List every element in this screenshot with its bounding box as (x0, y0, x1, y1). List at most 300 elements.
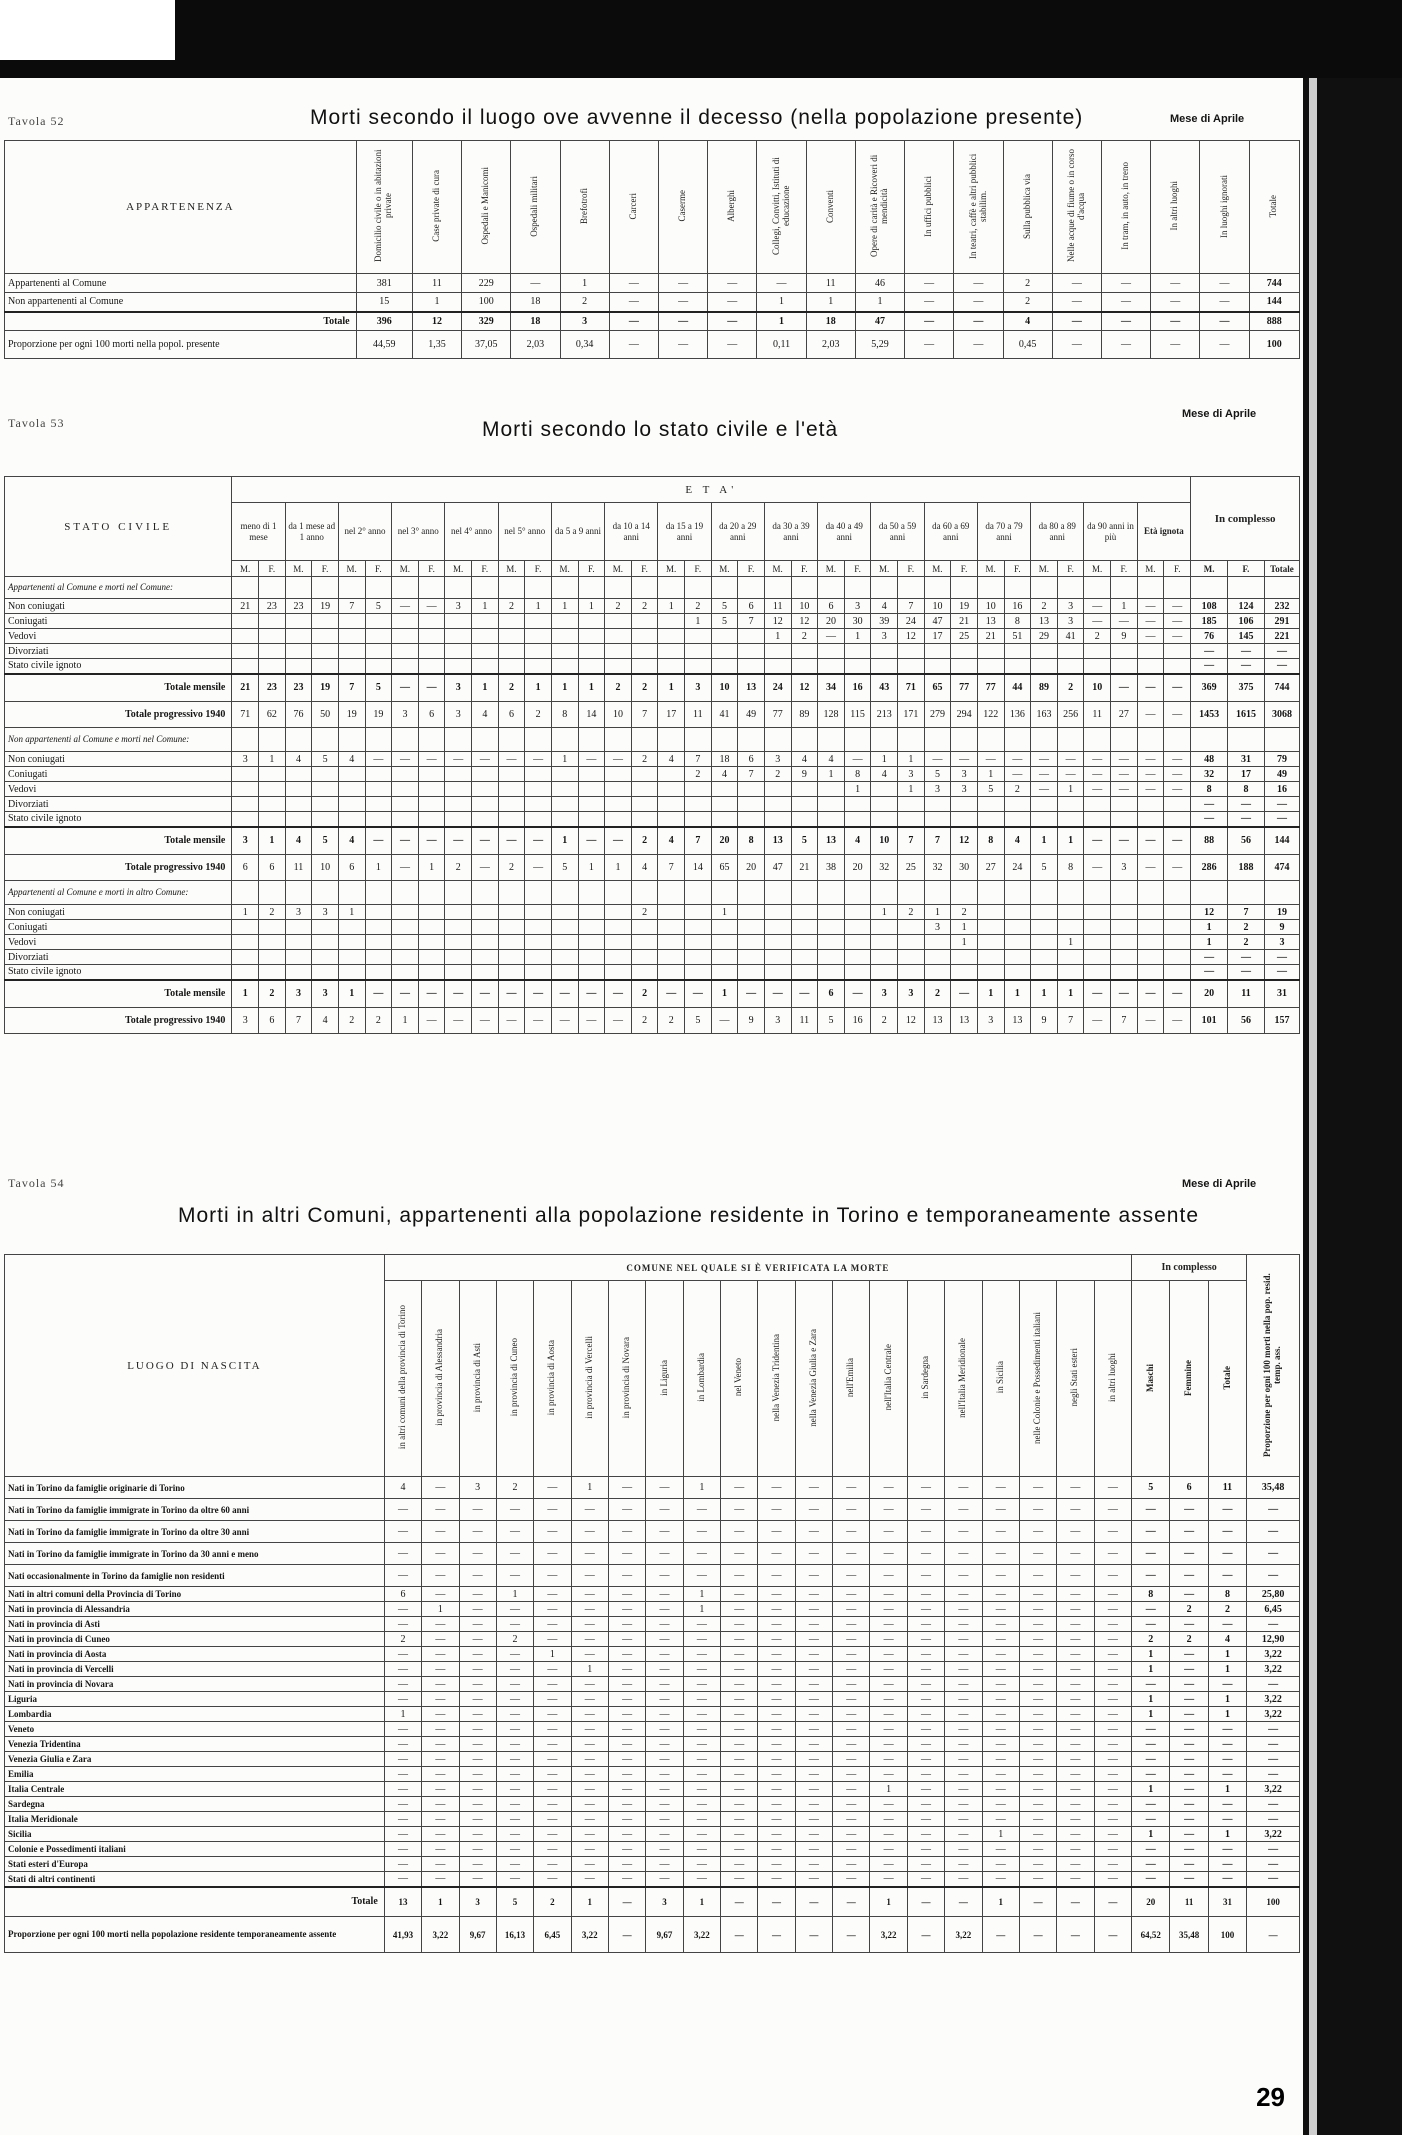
table-cell: — (795, 1521, 832, 1543)
table-cell: — (721, 1632, 758, 1647)
table-cell: 16 (844, 1008, 871, 1034)
table-cell: 100 (462, 293, 511, 312)
table-cell: — (708, 312, 757, 331)
table-cell (738, 644, 765, 659)
table-cell (685, 797, 712, 812)
table-cell (338, 920, 365, 935)
table-cell: — (472, 752, 499, 767)
table-cell: — (525, 827, 552, 855)
table-cell (338, 782, 365, 797)
row-label: Nati in provincia di Cuneo (5, 1632, 385, 1647)
table-cell: 1 (578, 599, 605, 614)
table-cell (338, 767, 365, 782)
table-cell (365, 767, 392, 782)
scan-top-border (0, 0, 1402, 78)
table-cell: 1 (551, 599, 578, 614)
table-cell: — (534, 1737, 571, 1752)
table-cell (365, 629, 392, 644)
table-cell (418, 965, 445, 980)
column-header (1208, 1281, 1246, 1477)
table-cell: 48 (1191, 752, 1228, 767)
table-cell: 47 (924, 614, 951, 629)
table-cell (631, 881, 658, 905)
table-cell: — (1057, 1917, 1094, 1953)
table-cell (418, 950, 445, 965)
column-header-label: In uffici pubblici (923, 175, 934, 237)
column-header (905, 141, 954, 274)
table-cell: 21 (791, 855, 818, 881)
table-cell: — (905, 312, 954, 331)
table-cell: — (758, 1707, 795, 1722)
table-cell (392, 935, 419, 950)
row-label: Nati in Torino da famiglie immigrate in Torino da oltre 30 anni (5, 1521, 385, 1543)
table-cell (658, 797, 685, 812)
table-cell: 2 (1228, 935, 1265, 950)
table-cell (818, 728, 845, 752)
table-cell: — (905, 274, 954, 293)
table-cell (232, 659, 259, 674)
table-cell: — (422, 1722, 459, 1737)
column-header (384, 1281, 421, 1477)
table-cell: — (1094, 1521, 1131, 1543)
table-cell (1164, 812, 1191, 827)
sex-header: F. (418, 561, 445, 577)
row-label: Proporzione per ogni 100 morti nella popolazione residente temporaneamente assente (5, 1917, 385, 1953)
table-row (5, 1662, 1300, 1677)
table-cell: — (459, 1857, 496, 1872)
table-cell (1164, 950, 1191, 965)
table-cell (445, 644, 472, 659)
table-cell: — (833, 1565, 870, 1587)
table-cell: 5 (365, 674, 392, 702)
table-cell (1228, 881, 1265, 905)
table-cell: 229 (462, 274, 511, 293)
table-cell: — (833, 1872, 870, 1887)
table-cell (764, 782, 791, 797)
table-cell: — (1094, 1692, 1131, 1707)
table-cell: — (1057, 1857, 1094, 1872)
table-cell: 381 (356, 274, 412, 293)
table-cell (418, 644, 445, 659)
table-cell: — (392, 855, 419, 881)
table-cell: — (1264, 965, 1299, 980)
table-cell (871, 965, 898, 980)
table-cell (631, 797, 658, 812)
table-cell (472, 881, 499, 905)
table-row (5, 644, 1300, 659)
table-cell: — (1094, 1477, 1131, 1499)
table-cell: 12,90 (1247, 1632, 1300, 1647)
table-cell: 101 (1191, 1008, 1228, 1034)
table-cell (764, 935, 791, 950)
column-header (609, 141, 658, 274)
table-cell: — (758, 1842, 795, 1857)
table-cell (498, 920, 525, 935)
table-cell (898, 935, 925, 950)
table-cell (977, 950, 1004, 965)
table-row (5, 312, 1300, 331)
table-cell: 23 (285, 674, 312, 702)
table-cell: — (571, 1767, 608, 1782)
table-cell: 2 (605, 599, 632, 614)
table-cell (738, 881, 765, 905)
table-cell: 4 (285, 827, 312, 855)
table-cell: 1 (806, 293, 855, 312)
table-cell: 30 (951, 855, 978, 881)
table-cell: — (459, 1812, 496, 1827)
table-cell (259, 659, 286, 674)
table-cell: 1 (384, 1707, 421, 1722)
table-cell: 32 (871, 855, 898, 881)
table-cell: 3 (646, 1887, 683, 1917)
table-cell (525, 728, 552, 752)
table-cell (1191, 728, 1228, 752)
table-cell: — (1019, 1767, 1056, 1782)
table-cell: — (721, 1857, 758, 1872)
table-cell: — (795, 1602, 832, 1617)
table-cell: 37,05 (462, 331, 511, 359)
table-cell: — (945, 1677, 982, 1692)
table-cell: — (1057, 1887, 1094, 1917)
age-group-header: nel 2° anno (338, 503, 391, 561)
sex-header: F. (365, 561, 392, 577)
table-cell: — (384, 1521, 421, 1543)
column-header (658, 141, 707, 274)
table-cell: — (608, 1782, 645, 1797)
table-cell (392, 881, 419, 905)
table-cell: — (795, 1872, 832, 1887)
column-header-label: Opere di carità e Ricoveri di mendicità (869, 154, 889, 258)
table-cell: 1615 (1228, 702, 1265, 728)
table-54 (4, 1254, 1300, 1953)
table-cell: — (534, 1752, 571, 1767)
table-cell: 3,22 (1247, 1647, 1300, 1662)
table-cell: — (1031, 767, 1058, 782)
row-label: Totale mensile (5, 827, 232, 855)
table-cell (711, 881, 738, 905)
table-cell: — (525, 980, 552, 1008)
table-cell (1004, 905, 1031, 920)
table-cell: — (795, 1499, 832, 1521)
table-cell (498, 659, 525, 674)
table-cell: — (982, 1565, 1019, 1587)
table-cell: — (870, 1752, 907, 1767)
table-cell: — (422, 1477, 459, 1499)
table-cell: — (384, 1617, 421, 1632)
table-cell (1137, 935, 1164, 950)
table-cell (1137, 812, 1164, 827)
sex-header: F. (898, 561, 925, 577)
table-cell: — (907, 1887, 944, 1917)
column-header-label: Nelle acque di fiume o in corso d'acqua (1065, 149, 1086, 263)
table-cell: — (496, 1812, 533, 1827)
table-cell: — (608, 1842, 645, 1857)
table-cell (1137, 950, 1164, 965)
table-cell: 1 (1208, 1827, 1246, 1842)
progressive-total-row (5, 855, 1300, 881)
table-cell (658, 728, 685, 752)
table-cell: — (1094, 1917, 1131, 1953)
table-cell (738, 965, 765, 980)
table-cell: 1 (1208, 1782, 1246, 1797)
table-cell (1111, 812, 1138, 827)
table-cell (338, 728, 365, 752)
table-cell (791, 935, 818, 950)
table-cell (658, 812, 685, 827)
table-cell: — (721, 1587, 758, 1602)
table-cell: — (1057, 1872, 1094, 1887)
table-cell: — (534, 1632, 571, 1647)
age-group-header: da 50 a 59 anni (871, 503, 924, 561)
table-cell: — (608, 1827, 645, 1842)
table-cell (285, 797, 312, 812)
table-cell (312, 950, 339, 965)
table-cell (1164, 728, 1191, 752)
table-cell: 77 (951, 674, 978, 702)
table-cell: 10 (871, 827, 898, 855)
table-cell: — (422, 1632, 459, 1647)
sex-header: F. (738, 561, 765, 577)
table-cell: — (683, 1692, 720, 1707)
table-cell: 124 (1228, 599, 1265, 614)
table-cell: — (445, 980, 472, 1008)
sex-header: F. (578, 561, 605, 577)
table-cell (418, 614, 445, 629)
table-cell: — (1151, 312, 1200, 331)
table-cell: — (608, 1543, 645, 1565)
table-cell: 41 (711, 702, 738, 728)
table-cell: — (721, 1752, 758, 1767)
table-cell (1084, 644, 1111, 659)
table-cell: 16,13 (496, 1917, 533, 1953)
table-cell: — (795, 1692, 832, 1707)
table-cell: — (609, 331, 658, 359)
table-cell (285, 577, 312, 599)
table-cell: — (795, 1707, 832, 1722)
table-cell: — (1094, 1647, 1131, 1662)
table-cell: — (525, 752, 552, 767)
table-cell: 1 (392, 1008, 419, 1034)
table-cell (1004, 935, 1031, 950)
table-cell: — (758, 1887, 795, 1917)
row-label: Totale (5, 312, 357, 331)
table-cell: 4 (338, 752, 365, 767)
table-cell: 25 (951, 629, 978, 644)
table-cell: 4 (472, 702, 499, 728)
table-cell (711, 812, 738, 827)
table-cell: — (1170, 1872, 1208, 1887)
table-cell (338, 577, 365, 599)
table-cell (631, 577, 658, 599)
table-row (5, 274, 1300, 293)
table-cell (338, 881, 365, 905)
table-cell (605, 905, 632, 920)
table-cell: — (1164, 629, 1191, 644)
table-cell: 3 (685, 674, 712, 702)
table-cell: 3,22 (1247, 1662, 1300, 1677)
table-cell: 232 (1264, 599, 1299, 614)
table-cell (791, 905, 818, 920)
table-cell: 13 (1004, 1008, 1031, 1034)
table-cell: — (907, 1617, 944, 1632)
table-cell: 2 (1132, 1632, 1170, 1647)
table-cell: — (1094, 1797, 1131, 1812)
corner-header: LUOGO DI NASCITA (5, 1255, 385, 1477)
table-cell (338, 614, 365, 629)
table-cell: — (683, 1737, 720, 1752)
row-label: Non coniugati (5, 752, 232, 767)
table-cell (871, 659, 898, 674)
table-cell: 2 (365, 1008, 392, 1034)
table-cell: — (945, 1887, 982, 1917)
table-cell: — (1019, 1499, 1056, 1521)
row-label: Nati in Torino da famiglie originarie di Torino (5, 1477, 385, 1499)
table-cell: — (658, 274, 707, 293)
table-cell (605, 767, 632, 782)
table-cell: — (422, 1782, 459, 1797)
table-cell: — (758, 1677, 795, 1692)
table-cell (578, 797, 605, 812)
table-cell: — (1132, 1499, 1170, 1521)
table-cell (365, 782, 392, 797)
table-cell: — (646, 1543, 683, 1565)
table-cell: — (1137, 629, 1164, 644)
table-cell: 19 (365, 702, 392, 728)
row-label: Coniugati (5, 767, 232, 782)
table-cell (1031, 812, 1058, 827)
table-cell: — (365, 827, 392, 855)
column-header-label: Totale (1221, 1365, 1232, 1390)
table-cell: — (646, 1632, 683, 1647)
table-cell: 10 (1084, 674, 1111, 702)
table-cell: — (1057, 1707, 1094, 1722)
table-cell: 10 (605, 702, 632, 728)
table-cell: — (496, 1543, 533, 1565)
table-cell (551, 782, 578, 797)
table-cell: 10 (977, 599, 1004, 614)
table-cell: — (833, 1707, 870, 1722)
table-cell (871, 577, 898, 599)
table-cell (898, 577, 925, 599)
table-cell: — (608, 1565, 645, 1587)
table-cell: — (1057, 1543, 1094, 1565)
table-cell: — (608, 1752, 645, 1767)
table-cell: — (818, 629, 845, 644)
table-cell: 4 (818, 752, 845, 767)
table-cell (844, 905, 871, 920)
table-cell: — (658, 312, 707, 331)
table-cell: 1 (571, 1887, 608, 1917)
column-header (806, 141, 855, 274)
table-cell: — (1019, 1587, 1056, 1602)
table-cell: — (907, 1812, 944, 1827)
table-cell (844, 728, 871, 752)
table-cell (285, 767, 312, 782)
table-cell (738, 797, 765, 812)
table-cell (1031, 935, 1058, 950)
table-cell: — (870, 1632, 907, 1647)
table-cell: — (571, 1632, 608, 1647)
table-cell: — (496, 1677, 533, 1692)
table-cell: 6 (738, 599, 765, 614)
table-cell: — (1031, 752, 1058, 767)
table-cell: — (945, 1737, 982, 1752)
sex-header: M. (764, 561, 791, 577)
table-cell (259, 797, 286, 812)
table-cell: — (1170, 1767, 1208, 1782)
sex-header: F. (844, 561, 871, 577)
table-cell: — (1247, 1543, 1300, 1565)
table-cell (764, 812, 791, 827)
section-title: Appartenenti al Comune e morti nel Comune: (5, 577, 232, 599)
table-cell (312, 797, 339, 812)
table-cell: 18 (511, 312, 560, 331)
table-cell: — (870, 1872, 907, 1887)
table-cell: — (459, 1662, 496, 1677)
table-cell: — (1208, 1521, 1246, 1543)
table-cell: — (608, 1767, 645, 1782)
table-cell: — (945, 1722, 982, 1737)
table-cell: — (608, 1587, 645, 1602)
table-cell: — (608, 1737, 645, 1752)
table-cell: 5 (711, 614, 738, 629)
table-cell: — (1057, 1499, 1094, 1521)
table-cell: — (1164, 855, 1191, 881)
table-cell: — (721, 1692, 758, 1707)
table-row (5, 1647, 1300, 1662)
table-cell: — (1019, 1662, 1056, 1677)
table-cell: 1 (571, 1477, 608, 1499)
table-cell: — (459, 1722, 496, 1737)
table-cell: — (1170, 1722, 1208, 1737)
table-cell: — (1057, 1521, 1094, 1543)
column-header-label: Femmine (1183, 1359, 1194, 1396)
column-header-label: in provincia di Aosta (546, 1339, 557, 1416)
sex-header: F. (312, 561, 339, 577)
table-cell (392, 659, 419, 674)
table-cell: 41 (1057, 629, 1084, 644)
table-cell: — (907, 1857, 944, 1872)
table-cell (312, 965, 339, 980)
table-cell: — (392, 674, 419, 702)
table-cell: — (365, 752, 392, 767)
table-cell (392, 905, 419, 920)
table-cell (658, 935, 685, 950)
table-cell: 21 (232, 674, 259, 702)
column-header (1151, 141, 1200, 274)
table-cell: 171 (898, 702, 925, 728)
table-row (5, 659, 1300, 674)
row-label: Proporzione per ogni 100 morti nella popol. presente (5, 331, 357, 359)
column-header-label: Collegi, Convitti, Istituti di educazione (770, 157, 791, 255)
table-cell (711, 577, 738, 599)
table-cell: — (833, 1797, 870, 1812)
table-row (5, 1543, 1300, 1565)
table-cell: 2 (534, 1887, 571, 1917)
table-cell: — (459, 1692, 496, 1707)
column-header (1094, 1281, 1131, 1477)
table-cell: 1 (1132, 1647, 1170, 1662)
table-cell (472, 905, 499, 920)
table-cell: — (1247, 1617, 1300, 1632)
row-label: Italia Meridionale (5, 1812, 385, 1827)
table-cell (232, 920, 259, 935)
table-cell (685, 644, 712, 659)
table-cell: — (608, 1662, 645, 1677)
table-cell: — (658, 331, 707, 359)
table-cell: 2 (259, 980, 286, 1008)
table-cell: 1 (1191, 935, 1228, 950)
